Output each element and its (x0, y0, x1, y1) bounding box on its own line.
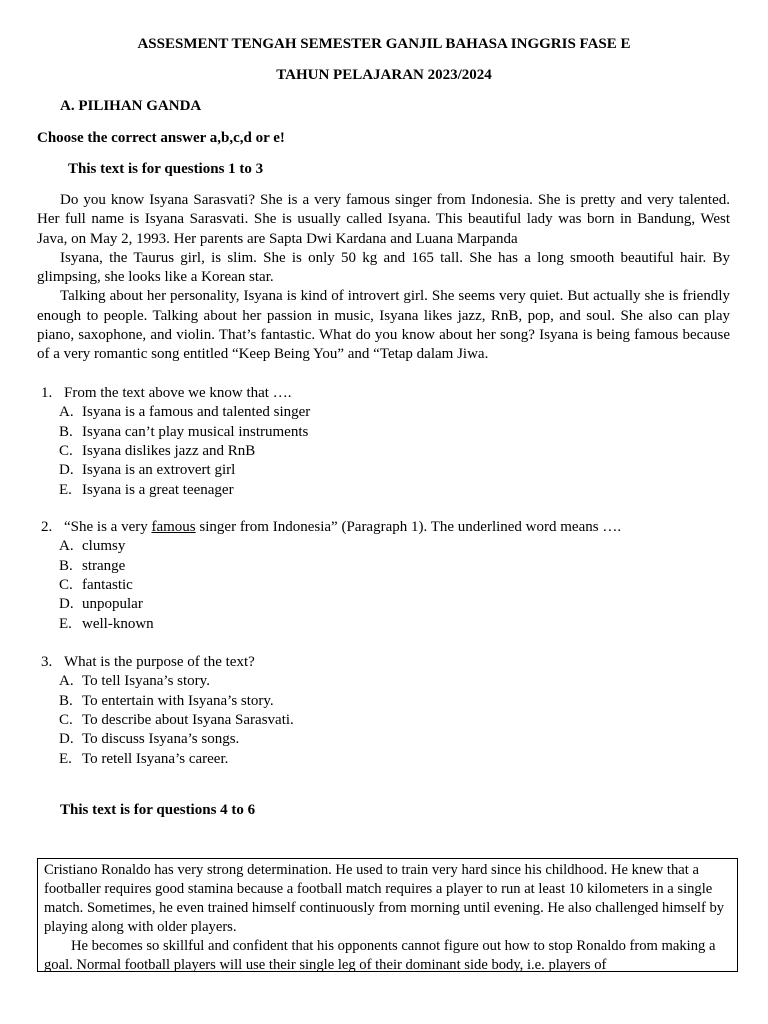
option-a[interactable] (59, 537, 125, 556)
text2-label: This text is for questions 4 to 6 (60, 802, 256, 818)
question-1 (0, 384, 768, 504)
option-d[interactable] (59, 595, 143, 614)
option-c[interactable] (59, 442, 255, 461)
paragraph: Do you know Isyana Sarasvati? She is a very famous singer from Indonesia. She is pretty and very talented. Her full name is Isyana Sarasvati. She is usually called Isyana. This beautiful lady was born in Bandung, West Java, on May 2, 1993. Her parents are Sapta Dwi Kardana and Luana Marpanda (37, 192, 730, 247)
option-text: strange (82, 557, 126, 574)
reading-text-isyana (37, 191, 730, 365)
question-text: What is the purpose of the text? (64, 654, 255, 670)
option-e[interactable] (59, 615, 154, 634)
option-letter: D. (59, 462, 74, 479)
option-a[interactable] (59, 672, 210, 691)
question-text-before: “She is a very (64, 519, 152, 535)
option-c[interactable] (59, 711, 294, 730)
question-stem (41, 518, 621, 537)
question-text: From the text above we know that …. (64, 385, 292, 401)
option-letter: C. (59, 711, 73, 728)
option-text: To retell Isyana’s career. (82, 750, 229, 767)
option-text: Isyana is an extrovert girl (82, 462, 236, 479)
text1-label: This text is for questions 1 to 3 (68, 161, 264, 177)
option-text: To discuss Isyana’s songs. (82, 731, 240, 748)
question-number: 3. (41, 654, 53, 670)
option-text: well-known (82, 615, 154, 632)
paragraph: He becomes so skillful and confident that his opponents cannot figure out how to stop Ronaldo from making a goal. Normal football players will use their single leg of their dominant side body, i.e. players of (44, 938, 716, 972)
option-letter: B. (59, 423, 73, 440)
option-letter: E. (59, 615, 72, 632)
option-text: unpopular (82, 596, 143, 613)
option-text: To tell Isyana’s story. (82, 673, 210, 690)
option-letter: E. (59, 481, 72, 498)
option-letter: D. (59, 731, 74, 748)
question-3 (0, 653, 768, 773)
question-stem (41, 384, 291, 403)
option-b[interactable] (59, 692, 274, 711)
option-d[interactable] (59, 461, 235, 480)
option-text: Isyana is a great teenager (82, 481, 234, 498)
option-letter: A. (59, 673, 74, 690)
option-letter: B. (59, 557, 73, 574)
question-number: 1. (41, 385, 53, 401)
option-letter: A. (59, 404, 74, 421)
option-a[interactable] (59, 403, 310, 422)
paragraph: Cristiano Ronaldo has very strong determination. He used to train very hard since his childhood. He knew that a footballer requires good stamina because a football match requires a player to run at least 10 kilometers in a single match. Sometimes, he even trained himself continuously from morning until evening. He also challenged himself by playing along with older players. (44, 862, 725, 935)
option-e[interactable] (59, 481, 234, 500)
underlined-word: famous (151, 519, 196, 535)
academic-year: TAHUN PELAJARAN 2023/2024 (276, 67, 492, 83)
reading-text-ronaldo-box (37, 858, 738, 972)
question-number: 2. (41, 519, 53, 535)
option-text: Isyana dislikes jazz and RnB (82, 442, 256, 459)
option-b[interactable] (59, 423, 308, 442)
section-heading: A. PILIHAN GANDA (60, 98, 202, 114)
option-letter: C. (59, 576, 73, 593)
exam-title: ASSESMENT TENGAH SEMESTER GANJIL BAHASA INGGRIS FASE E (137, 36, 631, 52)
option-d[interactable] (59, 730, 239, 749)
option-text: fantastic (82, 576, 133, 593)
option-c[interactable] (59, 576, 133, 595)
option-letter: B. (59, 692, 73, 709)
reading-text-ronaldo (38, 859, 737, 972)
question-stem (41, 653, 255, 672)
option-letter: C. (59, 442, 73, 459)
option-text: clumsy (82, 538, 126, 555)
paragraph: Isyana, the Taurus girl, is slim. She is only 50 kg and 165 tall. She has a long smooth beautiful hair. By glimpsing, she looks like a Korean star. (37, 249, 730, 286)
option-letter: E. (59, 750, 72, 767)
instruction: Choose the correct answer a,b,c,d or e! (37, 130, 285, 146)
option-letter: A. (59, 538, 74, 555)
question-text-after: singer from Indonesia” (Paragraph 1). The underlined word means …. (195, 519, 622, 535)
paragraph: Talking about her personality, Isyana is kind of introvert girl. She seems very quiet. But actually she is friendly enough to people. Talking about her passion in music, Isyana likes jazz, RnB, pop, and soul. She also can play piano, saxophone, and violin. That’s fantastic. What do you know about her song? Isyana is being famous because of a very romantic song entitled “Keep Being You” and “Tetap dalam Jiwa. (37, 288, 730, 363)
option-b[interactable] (59, 557, 125, 576)
option-letter: D. (59, 596, 74, 613)
question-2 (0, 518, 768, 638)
option-text: Isyana can’t play musical instruments (82, 423, 309, 440)
option-text: Isyana is a famous and talented singer (82, 404, 311, 421)
option-e[interactable] (59, 750, 228, 769)
option-text: To describe about Isyana Sarasvati. (82, 711, 294, 728)
option-text: To entertain with Isyana’s story. (82, 692, 274, 709)
